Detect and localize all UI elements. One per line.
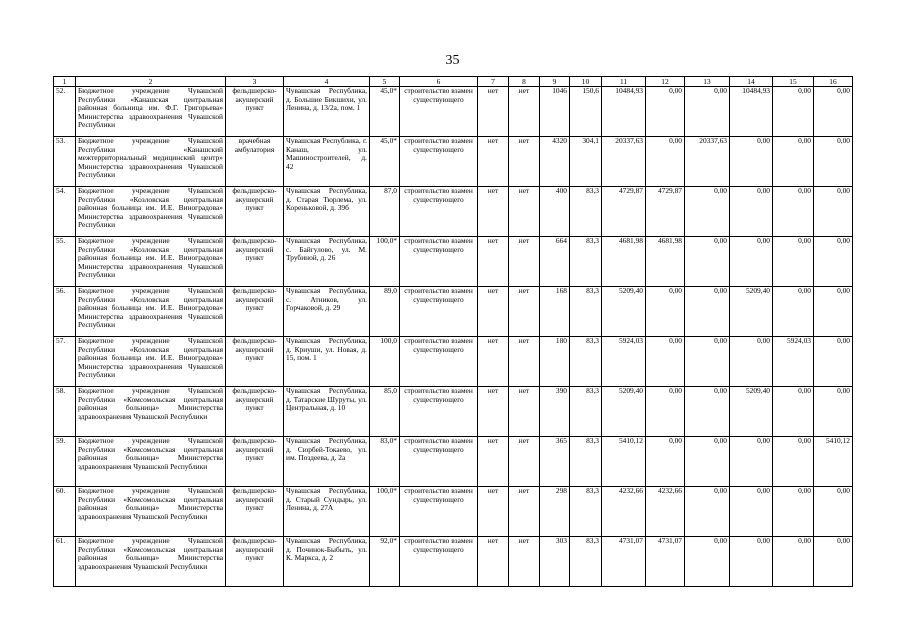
cost-year-2-cell: 0,00 (685, 387, 730, 437)
cost-year-4-cell: 0,00 (773, 287, 814, 337)
cost-year-3-cell: 0,00 (730, 537, 773, 587)
area-cell: 304,1 (570, 137, 602, 187)
cost-year-3-cell: 5209,40 (730, 287, 773, 337)
wear-percent-cell: 87,0 (370, 187, 400, 237)
institution-cell: Бюджетное учреждение Чувашской Республики «Канашская центральная районная больница им. Ф.Г. Григорьева» Министерства здравоохранения Чувашской Республики (76, 87, 226, 137)
table-row (54, 487, 853, 537)
cost-year-5-cell: 0,00 (814, 187, 853, 237)
wear-percent-cell: 83,0* (370, 437, 400, 487)
facility-type-cell: фельдшерско-акушерский пункт (226, 487, 284, 537)
area-cell: 83,3 (570, 237, 602, 287)
cost-year-5-cell: 0,00 (814, 387, 853, 437)
total-cost-cell: 5209,40 (602, 387, 646, 437)
population-cell: 1046 (540, 87, 570, 137)
total-cost-cell: 5209,40 (602, 287, 646, 337)
column-number-13: 13 (685, 77, 730, 87)
cost-year-3-cell: 5209,40 (730, 387, 773, 437)
cost-year-2-cell: 0,00 (685, 237, 730, 287)
cost-year-2-cell: 0,00 (685, 537, 730, 587)
address-cell: Чувашская Республика, д. Большие Бикшихи, ул. Ленина, д. 13/2а, пом. 1 (284, 87, 370, 137)
total-cost-cell: 4681,98 (602, 237, 646, 287)
work-type-cell: строительство взамен существующего (400, 187, 478, 237)
column-number-row (54, 77, 853, 87)
institution-cell: Бюджетное учреждение Чувашской Республики «Козловская центральная районная больница им. И.Е. Виноградова» Министерства здравоохранения Чувашской Республики (76, 287, 226, 337)
column-number-14: 14 (730, 77, 773, 87)
institution-cell: Бюджетное учреждение Чувашской Республики «Комсомольская центральная районная больница» Министерства здравоохранения Чувашской Республики (76, 387, 226, 437)
facility-type-cell: фельдшерско-акушерский пункт (226, 387, 284, 437)
address-cell: Чувашская Республика, д. Татарские Шуруты, ул. Центральная, д. 10 (284, 387, 370, 437)
address-cell: Чувашская Республика, д. Криуши, ул. Новая, д. 15, пом. 1 (284, 337, 370, 387)
facilities-table (53, 76, 853, 587)
flag-8-cell: нет (509, 337, 540, 387)
work-type-cell: строительство взамен существующего (400, 437, 478, 487)
flag-8-cell: нет (509, 487, 540, 537)
row-number: 61. (54, 537, 76, 587)
table-row (54, 187, 853, 237)
cost-year-1-cell: 0,00 (646, 337, 685, 387)
work-type-cell: строительство взамен существующего (400, 387, 478, 437)
total-cost-cell: 10484,93 (602, 87, 646, 137)
total-cost-cell: 20337,63 (602, 137, 646, 187)
cost-year-4-cell: 0,00 (773, 187, 814, 237)
cost-year-5-cell: 0,00 (814, 337, 853, 387)
address-cell: Чувашская Республика, с. Байгулово, ул. М. Трубиной, д. 26 (284, 237, 370, 287)
flag-7-cell: нет (478, 187, 509, 237)
facility-type-cell: фельдшерско-акушерский пункт (226, 287, 284, 337)
cost-year-3-cell: 0,00 (730, 237, 773, 287)
cost-year-4-cell: 5924,03 (773, 337, 814, 387)
work-type-cell: строительство взамен существующего (400, 337, 478, 387)
table-row (54, 337, 853, 387)
flag-8-cell: нет (509, 287, 540, 337)
column-number-2: 2 (76, 77, 226, 87)
total-cost-cell: 4729,87 (602, 187, 646, 237)
flag-7-cell: нет (478, 87, 509, 137)
cost-year-3-cell: 0,00 (730, 487, 773, 537)
cost-year-1-cell: 0,00 (646, 87, 685, 137)
flag-7-cell: нет (478, 337, 509, 387)
population-cell: 390 (540, 387, 570, 437)
address-cell: Чувашская Республика, д. Сюрбей-Токаево, ул. им. Поздеева, д. 2а (284, 437, 370, 487)
area-cell: 83,3 (570, 387, 602, 437)
address-cell: Чувашская Республика, д. Старый Сундырь, ул. Ленина, д. 27А (284, 487, 370, 537)
row-number: 53. (54, 137, 76, 187)
work-type-cell: строительство взамен существующего (400, 537, 478, 587)
row-number: 54. (54, 187, 76, 237)
work-type-cell: строительство взамен существующего (400, 287, 478, 337)
flag-7-cell: нет (478, 437, 509, 487)
column-number-1: 1 (54, 77, 76, 87)
institution-cell: Бюджетное учреждение Чувашской Республики «Комсомольская центральная районная больница» Министерства здравоохранения Чувашской Республики (76, 487, 226, 537)
population-cell: 365 (540, 437, 570, 487)
area-cell: 83,3 (570, 187, 602, 237)
column-number-10: 10 (570, 77, 602, 87)
cost-year-3-cell: 10484,93 (730, 87, 773, 137)
cost-year-5-cell: 0,00 (814, 287, 853, 337)
institution-cell: Бюджетное учреждение Чувашской Республики «Козловская центральная районная больница им. И.Е. Виноградова» Министерства здравоохранения Чувашской Республики (76, 187, 226, 237)
flag-7-cell: нет (478, 287, 509, 337)
column-number-4: 4 (284, 77, 370, 87)
cost-year-4-cell: 0,00 (773, 537, 814, 587)
population-cell: 4320 (540, 137, 570, 187)
table-row (54, 437, 853, 487)
flag-8-cell: нет (509, 87, 540, 137)
cost-year-4-cell: 0,00 (773, 387, 814, 437)
total-cost-cell: 5924,03 (602, 337, 646, 387)
flag-7-cell: нет (478, 137, 509, 187)
area-cell: 83,3 (570, 437, 602, 487)
total-cost-cell: 5410,12 (602, 437, 646, 487)
column-number-15: 15 (773, 77, 814, 87)
cost-year-5-cell: 0,00 (814, 87, 853, 137)
facility-type-cell: фельдшерско-акушерский пункт (226, 437, 284, 487)
cost-year-2-cell: 0,00 (685, 337, 730, 387)
address-cell: Чувашская Республика, д. Старая Тюрлема, ул. Кореньковой, д. 39б (284, 187, 370, 237)
population-cell: 664 (540, 237, 570, 287)
cost-year-1-cell: 0,00 (646, 437, 685, 487)
total-cost-cell: 4232,66 (602, 487, 646, 537)
cost-year-2-cell: 0,00 (685, 437, 730, 487)
total-cost-cell: 4731,07 (602, 537, 646, 587)
column-number-11: 11 (602, 77, 646, 87)
cost-year-1-cell: 0,00 (646, 387, 685, 437)
facility-type-cell: фельдшерско-акушерский пункт (226, 237, 284, 287)
work-type-cell: строительство взамен существующего (400, 87, 478, 137)
cost-year-1-cell: 0,00 (646, 137, 685, 187)
cost-year-4-cell: 0,00 (773, 137, 814, 187)
row-number: 57. (54, 337, 76, 387)
cost-year-2-cell: 0,00 (685, 187, 730, 237)
cost-year-4-cell: 0,00 (773, 487, 814, 537)
row-number: 60. (54, 487, 76, 537)
population-cell: 298 (540, 487, 570, 537)
population-cell: 168 (540, 287, 570, 337)
flag-8-cell: нет (509, 387, 540, 437)
wear-percent-cell: 92,0* (370, 537, 400, 587)
work-type-cell: строительство взамен существующего (400, 137, 478, 187)
population-cell: 400 (540, 187, 570, 237)
cost-year-5-cell: 0,00 (814, 487, 853, 537)
column-number-5: 5 (370, 77, 400, 87)
row-number: 58. (54, 387, 76, 437)
flag-7-cell: нет (478, 537, 509, 587)
cost-year-2-cell: 0,00 (685, 87, 730, 137)
cost-year-1-cell: 4681,98 (646, 237, 685, 287)
cost-year-1-cell: 4729,87 (646, 187, 685, 237)
institution-cell: Бюджетное учреждение Чувашской Республики «Комсомольская центральная районная больница» Министерства здравоохранения Чувашской Республики (76, 537, 226, 587)
column-number-3: 3 (226, 77, 284, 87)
cost-year-5-cell: 0,00 (814, 137, 853, 187)
flag-8-cell: нет (509, 137, 540, 187)
cost-year-1-cell: 0,00 (646, 287, 685, 337)
area-cell: 83,3 (570, 287, 602, 337)
wear-percent-cell: 45,0* (370, 87, 400, 137)
table-row (54, 237, 853, 287)
column-number-8: 8 (509, 77, 540, 87)
cost-year-4-cell: 0,00 (773, 87, 814, 137)
column-number-12: 12 (646, 77, 685, 87)
table-row (54, 387, 853, 437)
cost-year-4-cell: 0,00 (773, 237, 814, 287)
cost-year-5-cell: 0,00 (814, 237, 853, 287)
institution-cell: Бюджетное учреждение Чувашской Республики «Козловская центральная районная больница им. И.Е. Виноградова» Министерства здравоохранения Чувашской Республики (76, 337, 226, 387)
cost-year-3-cell: 0,00 (730, 187, 773, 237)
cost-year-2-cell: 0,00 (685, 487, 730, 537)
cost-year-5-cell: 5410,12 (814, 437, 853, 487)
area-cell: 83,3 (570, 537, 602, 587)
population-cell: 303 (540, 537, 570, 587)
flag-7-cell: нет (478, 387, 509, 437)
facility-type-cell: фельдшерско-акушерский пункт (226, 337, 284, 387)
flag-8-cell: нет (509, 187, 540, 237)
work-type-cell: строительство взамен существующего (400, 487, 478, 537)
flag-7-cell: нет (478, 237, 509, 287)
address-cell: Чувашская Республика, г. Канаш, ул. Машиностроителей, д. 42 (284, 137, 370, 187)
row-number: 52. (54, 87, 76, 137)
institution-cell: Бюджетное учреждение Чувашской Республики «Канашский межтерриториальный медицинский центр» Министерства здравоохранения Чувашской Республики (76, 137, 226, 187)
column-number-6: 6 (400, 77, 478, 87)
cost-year-1-cell: 4731,07 (646, 537, 685, 587)
column-number-9: 9 (540, 77, 570, 87)
cost-year-5-cell: 0,00 (814, 537, 853, 587)
wear-percent-cell: 100,0 (370, 337, 400, 387)
population-cell: 180 (540, 337, 570, 387)
facility-type-cell: фельдшерско-акушерский пункт (226, 87, 284, 137)
institution-cell: Бюджетное учреждение Чувашской Республики «Козловская центральная районная больница им. И.Е. Виноградова» Министерства здравоохранения Чувашской Республики (76, 237, 226, 287)
cost-year-2-cell: 20337,63 (685, 137, 730, 187)
wear-percent-cell: 45,0* (370, 137, 400, 187)
area-cell: 83,3 (570, 487, 602, 537)
wear-percent-cell: 100,0* (370, 237, 400, 287)
institution-cell: Бюджетное учреждение Чувашской Республики «Комсомольская центральная районная больница» Министерства здравоохранения Чувашской Республики (76, 437, 226, 487)
page-number: 35 (445, 53, 460, 68)
row-number: 56. (54, 287, 76, 337)
area-cell: 83,3 (570, 337, 602, 387)
facility-type-cell: врачебная амбулатория (226, 137, 284, 187)
cost-year-4-cell: 0,00 (773, 437, 814, 487)
wear-percent-cell: 85,0 (370, 387, 400, 437)
address-cell: Чувашская Республика, д. Починок-Быбыть, ул. К. Маркса, д. 2 (284, 537, 370, 587)
flag-8-cell: нет (509, 537, 540, 587)
column-number-16: 16 (814, 77, 853, 87)
table-row (54, 87, 853, 137)
table-row (54, 287, 853, 337)
work-type-cell: строительство взамен существующего (400, 237, 478, 287)
table-row (54, 137, 853, 187)
flag-8-cell: нет (509, 437, 540, 487)
wear-percent-cell: 100,0* (370, 487, 400, 537)
facility-type-cell: фельдшерско-акушерский пункт (226, 187, 284, 237)
cost-year-2-cell: 0,00 (685, 287, 730, 337)
table-row (54, 537, 853, 587)
flag-8-cell: нет (509, 237, 540, 287)
cost-year-3-cell: 0,00 (730, 137, 773, 187)
cost-year-3-cell: 0,00 (730, 437, 773, 487)
address-cell: Чувашская Республика, с. Атников, ул. Горчаковой, д. 29 (284, 287, 370, 337)
cost-year-3-cell: 0,00 (730, 337, 773, 387)
flag-7-cell: нет (478, 487, 509, 537)
row-number: 59. (54, 437, 76, 487)
column-number-7: 7 (478, 77, 509, 87)
area-cell: 150,6 (570, 87, 602, 137)
facility-type-cell: фельдшерско-акушерский пункт (226, 537, 284, 587)
cost-year-1-cell: 4232,66 (646, 487, 685, 537)
row-number: 55. (54, 237, 76, 287)
wear-percent-cell: 89,0 (370, 287, 400, 337)
